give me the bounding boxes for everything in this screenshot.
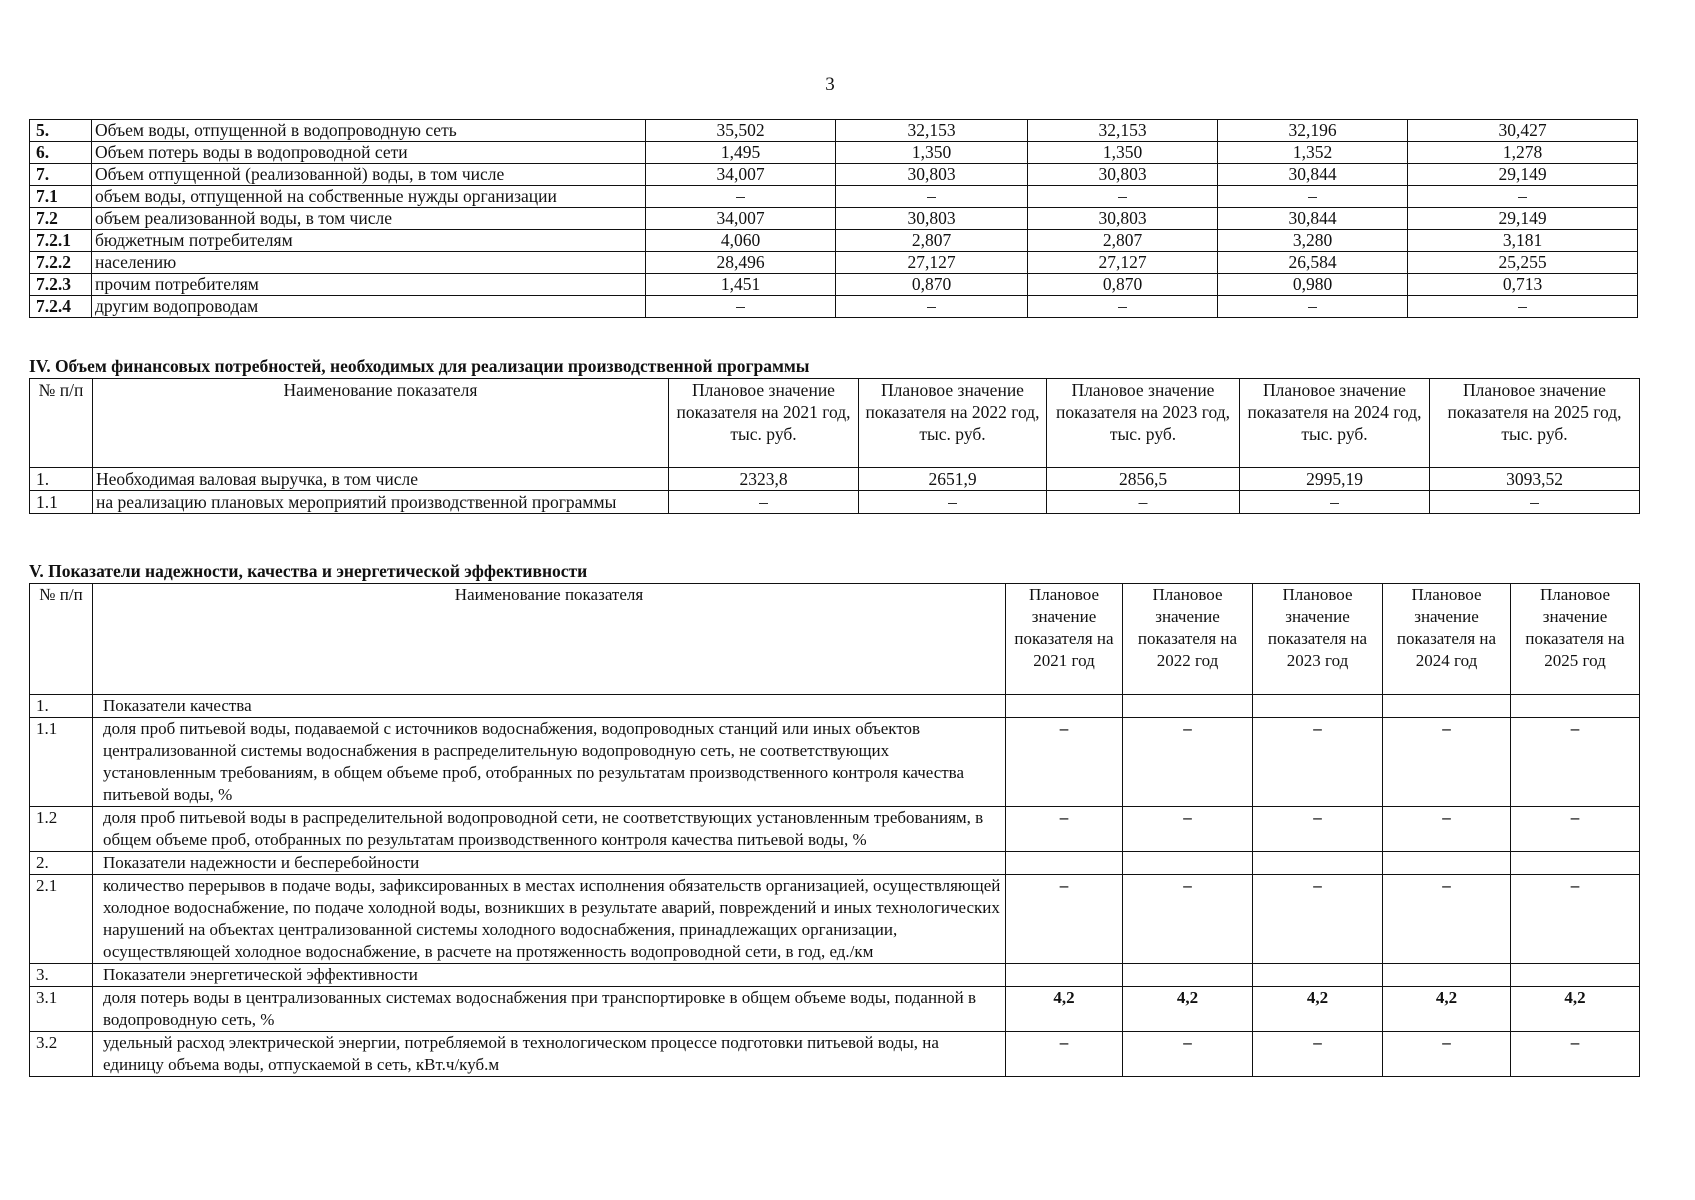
- indicator-name: объем воды, отпущенной на собственные нужды организации: [92, 186, 646, 208]
- value-cell: 29,149: [1408, 164, 1638, 186]
- header-num: № п/п: [30, 379, 93, 468]
- table-row: [30, 852, 1640, 875]
- value-cell: –: [1006, 807, 1123, 852]
- value-cell: [1383, 852, 1511, 875]
- value-cell: 32,153: [1028, 120, 1218, 142]
- value-cell: 1,350: [836, 142, 1028, 164]
- value-cell: 32,153: [836, 120, 1028, 142]
- value-cell: –: [1028, 296, 1218, 318]
- header-col-2022: Плановое значение показателя на 2022 год: [1123, 584, 1253, 695]
- value-cell: 3093,52: [1430, 468, 1640, 491]
- value-cell: 25,255: [1408, 252, 1638, 274]
- value-cell: 30,427: [1408, 120, 1638, 142]
- water-balance-table: [29, 119, 1638, 318]
- value-cell: –: [1240, 491, 1430, 514]
- table-row: [30, 230, 1638, 252]
- indicator-name: населению: [92, 252, 646, 274]
- value-cell: 0,980: [1218, 274, 1408, 296]
- value-cell: –: [1253, 718, 1383, 807]
- value-cell: –: [1511, 807, 1640, 852]
- row-number: 7.2: [30, 208, 92, 230]
- indicator-name: Необходимая валовая выручка, в том числе: [93, 468, 669, 491]
- indicator-name: доля проб питьевой воды в распределительной водопроводной сети, не соответствующих установленным требованиям, в общем объеме проб, отобранных по результатам производственного контроля качества питьевой воды, %: [93, 807, 1006, 852]
- header-col-2025: Плановое значение показателя на 2025 год, тыс. руб.: [1430, 379, 1640, 468]
- table-row: [30, 296, 1638, 318]
- table-row: [30, 252, 1638, 274]
- value-cell: [1383, 964, 1511, 987]
- indicator-name: удельный расход электрической энергии, потребляемой в технологическом процессе подготовки питьевой воды, на единицу объема воды, отпускаемой в сеть, кВт.ч/куб.м: [93, 1032, 1006, 1077]
- value-cell: 28,496: [646, 252, 836, 274]
- table-row: [30, 807, 1640, 852]
- value-cell: 4,060: [646, 230, 836, 252]
- value-cell: 2995,19: [1240, 468, 1430, 491]
- value-cell: –: [1218, 296, 1408, 318]
- indicator-name: на реализацию плановых мероприятий производственной программы: [93, 491, 669, 514]
- indicator-name: другим водопроводам: [92, 296, 646, 318]
- value-cell: 30,844: [1218, 208, 1408, 230]
- value-cell: –: [1123, 807, 1253, 852]
- value-cell: 1,495: [646, 142, 836, 164]
- value-cell: 34,007: [646, 164, 836, 186]
- header-name: Наименование показателя: [93, 584, 1006, 695]
- value-cell: –: [1408, 296, 1638, 318]
- value-cell: [1253, 852, 1383, 875]
- value-cell: –: [1511, 875, 1640, 964]
- indicator-name: Показатели качества: [93, 695, 1006, 718]
- value-cell: [1511, 852, 1640, 875]
- value-cell: 1,350: [1028, 142, 1218, 164]
- header-col-2025: Плановое значение показателя на 2025 год: [1511, 584, 1640, 695]
- value-cell: –: [646, 186, 836, 208]
- table-row: [30, 468, 1640, 491]
- table-row: [30, 142, 1638, 164]
- value-cell: –: [1047, 491, 1240, 514]
- value-cell: –: [1006, 718, 1123, 807]
- table-row: [30, 1032, 1640, 1077]
- value-cell: 30,803: [1028, 164, 1218, 186]
- table-row: [30, 164, 1638, 186]
- value-cell: –: [1123, 1032, 1253, 1077]
- table-row: [30, 208, 1638, 230]
- row-number: 7.: [30, 164, 92, 186]
- row-number: 7.1: [30, 186, 92, 208]
- value-cell: [1253, 964, 1383, 987]
- header-num: № п/п: [30, 584, 93, 695]
- header-name: Наименование показателя: [93, 379, 669, 468]
- indicator-name: доля проб питьевой воды, подаваемой с источников водоснабжения, водопроводных станций или иных объектов централизованной системы водоснабжения в распределительную водопроводную сеть, не соответствующих установленным требованиям, в общем объеме проб, отобранных по результатам производственного контроля качества питьевой воды, %: [93, 718, 1006, 807]
- row-number: 2.: [30, 852, 93, 875]
- value-cell: 0,713: [1408, 274, 1638, 296]
- value-cell: 3,280: [1218, 230, 1408, 252]
- row-number: 3.: [30, 964, 93, 987]
- table-header-row: [30, 379, 1640, 468]
- row-number: 3.1: [30, 987, 93, 1032]
- value-cell: 27,127: [1028, 252, 1218, 274]
- row-number: 7.2.1: [30, 230, 92, 252]
- header-col-2024: Плановое значение показателя на 2024 год, тыс. руб.: [1240, 379, 1430, 468]
- header-col-2021: Плановое значение показателя на 2021 год, тыс. руб.: [669, 379, 859, 468]
- indicator-name: Объем отпущенной (реализованной) воды, в том числе: [92, 164, 646, 186]
- value-cell: 1,278: [1408, 142, 1638, 164]
- value-cell: 4,2: [1511, 987, 1640, 1032]
- value-cell: –: [1028, 186, 1218, 208]
- value-cell: –: [1253, 807, 1383, 852]
- value-cell: 1,451: [646, 274, 836, 296]
- value-cell: –: [1123, 875, 1253, 964]
- value-cell: –: [1006, 875, 1123, 964]
- row-number: 1.: [30, 468, 93, 491]
- value-cell: –: [1511, 1032, 1640, 1077]
- value-cell: –: [1253, 1032, 1383, 1077]
- financial-needs-table: [29, 378, 1640, 514]
- value-cell: [1511, 695, 1640, 718]
- indicator-name: количество перерывов в подаче воды, зафиксированных в местах исполнения обязательств организацией, осуществляющей холодное водоснабжение, по подаче холодной воды, возникших в результате аварий, повреждений и иных технологических нарушений на объектах централизованной системы холодного водоснабжения, принадлежащих организации, осуществляющей холодное водоснабжение, в расчете на протяженность водопроводной сети, в год, ед./км: [93, 875, 1006, 964]
- row-number: 2.1: [30, 875, 93, 964]
- value-cell: 0,870: [836, 274, 1028, 296]
- value-cell: 32,196: [1218, 120, 1408, 142]
- table-row: [30, 120, 1638, 142]
- value-cell: –: [836, 296, 1028, 318]
- table-row: [30, 491, 1640, 514]
- value-cell: 30,803: [1028, 208, 1218, 230]
- value-cell: 35,502: [646, 120, 836, 142]
- value-cell: 29,149: [1408, 208, 1638, 230]
- value-cell: –: [669, 491, 859, 514]
- table-row: [30, 186, 1638, 208]
- value-cell: 2323,8: [669, 468, 859, 491]
- indicator-name: Объем воды, отпущенной в водопроводную сеть: [92, 120, 646, 142]
- header-col-2021: Плановое значение показателя на 2021 год: [1006, 584, 1123, 695]
- value-cell: –: [836, 186, 1028, 208]
- value-cell: 0,870: [1028, 274, 1218, 296]
- value-cell: 2,807: [1028, 230, 1218, 252]
- row-number: 7.2.4: [30, 296, 92, 318]
- value-cell: –: [1253, 875, 1383, 964]
- value-cell: 30,844: [1218, 164, 1408, 186]
- value-cell: 27,127: [836, 252, 1028, 274]
- row-number: 1.1: [30, 718, 93, 807]
- value-cell: 30,803: [836, 208, 1028, 230]
- value-cell: 4,2: [1006, 987, 1123, 1032]
- value-cell: –: [1408, 186, 1638, 208]
- row-number: 3.2: [30, 1032, 93, 1077]
- page-number: 3: [825, 74, 835, 95]
- row-number: 1.: [30, 695, 93, 718]
- row-number: 6.: [30, 142, 92, 164]
- value-cell: [1006, 964, 1123, 987]
- table-row: [30, 987, 1640, 1032]
- value-cell: 4,2: [1253, 987, 1383, 1032]
- row-number: 1.1: [30, 491, 93, 514]
- value-cell: 3,181: [1408, 230, 1638, 252]
- value-cell: –: [1383, 718, 1511, 807]
- value-cell: 4,2: [1123, 987, 1253, 1032]
- header-col-2022: Плановое значение показателя на 2022 год, тыс. руб.: [859, 379, 1047, 468]
- value-cell: [1123, 964, 1253, 987]
- indicator-name: Показатели надежности и бесперебойности: [93, 852, 1006, 875]
- value-cell: –: [1123, 718, 1253, 807]
- indicator-name: доля потерь воды в централизованных системах водоснабжения при транспортировке в общем объеме воды, поданной в водопроводную сеть, %: [93, 987, 1006, 1032]
- value-cell: 34,007: [646, 208, 836, 230]
- value-cell: –: [1511, 718, 1640, 807]
- header-col-2024: Плановое значение показателя на 2024 год: [1383, 584, 1511, 695]
- value-cell: –: [1383, 807, 1511, 852]
- row-number: 1.2: [30, 807, 93, 852]
- value-cell: –: [1383, 875, 1511, 964]
- reliability-quality-table: [29, 583, 1640, 1077]
- value-cell: –: [1383, 1032, 1511, 1077]
- indicator-name: Объем потерь воды в водопроводной сети: [92, 142, 646, 164]
- table-row: [30, 875, 1640, 964]
- table-header-row: [30, 584, 1640, 695]
- value-cell: –: [1006, 1032, 1123, 1077]
- value-cell: –: [1430, 491, 1640, 514]
- table-row: [30, 695, 1640, 718]
- row-number: 7.2.3: [30, 274, 92, 296]
- value-cell: –: [859, 491, 1047, 514]
- row-number: 7.2.2: [30, 252, 92, 274]
- header-col-2023: Плановое значение показателя на 2023 год, тыс. руб.: [1047, 379, 1240, 468]
- indicator-name: объем реализованной воды, в том числе: [92, 208, 646, 230]
- value-cell: 1,352: [1218, 142, 1408, 164]
- value-cell: [1123, 852, 1253, 875]
- value-cell: [1511, 964, 1640, 987]
- value-cell: [1253, 695, 1383, 718]
- value-cell: [1383, 695, 1511, 718]
- table-row: [30, 718, 1640, 807]
- value-cell: [1123, 695, 1253, 718]
- indicator-name: бюджетным потребителям: [92, 230, 646, 252]
- value-cell: –: [1218, 186, 1408, 208]
- value-cell: 2,807: [836, 230, 1028, 252]
- value-cell: –: [646, 296, 836, 318]
- indicator-name: Показатели энергетической эффективности: [93, 964, 1006, 987]
- table-row: [30, 964, 1640, 987]
- indicator-name: прочим потребителям: [92, 274, 646, 296]
- row-number: 5.: [30, 120, 92, 142]
- value-cell: 4,2: [1383, 987, 1511, 1032]
- table-row: [30, 274, 1638, 296]
- section-4-title: IV. Объем финансовых потребностей, необходимых для реализации производственной программы: [29, 356, 810, 376]
- value-cell: 2856,5: [1047, 468, 1240, 491]
- value-cell: [1006, 852, 1123, 875]
- section-5-title: V. Показатели надежности, качества и энергетической эффективности: [29, 561, 588, 581]
- value-cell: [1006, 695, 1123, 718]
- value-cell: 26,584: [1218, 252, 1408, 274]
- value-cell: 30,803: [836, 164, 1028, 186]
- value-cell: 2651,9: [859, 468, 1047, 491]
- header-col-2023: Плановое значение показателя на 2023 год: [1253, 584, 1383, 695]
